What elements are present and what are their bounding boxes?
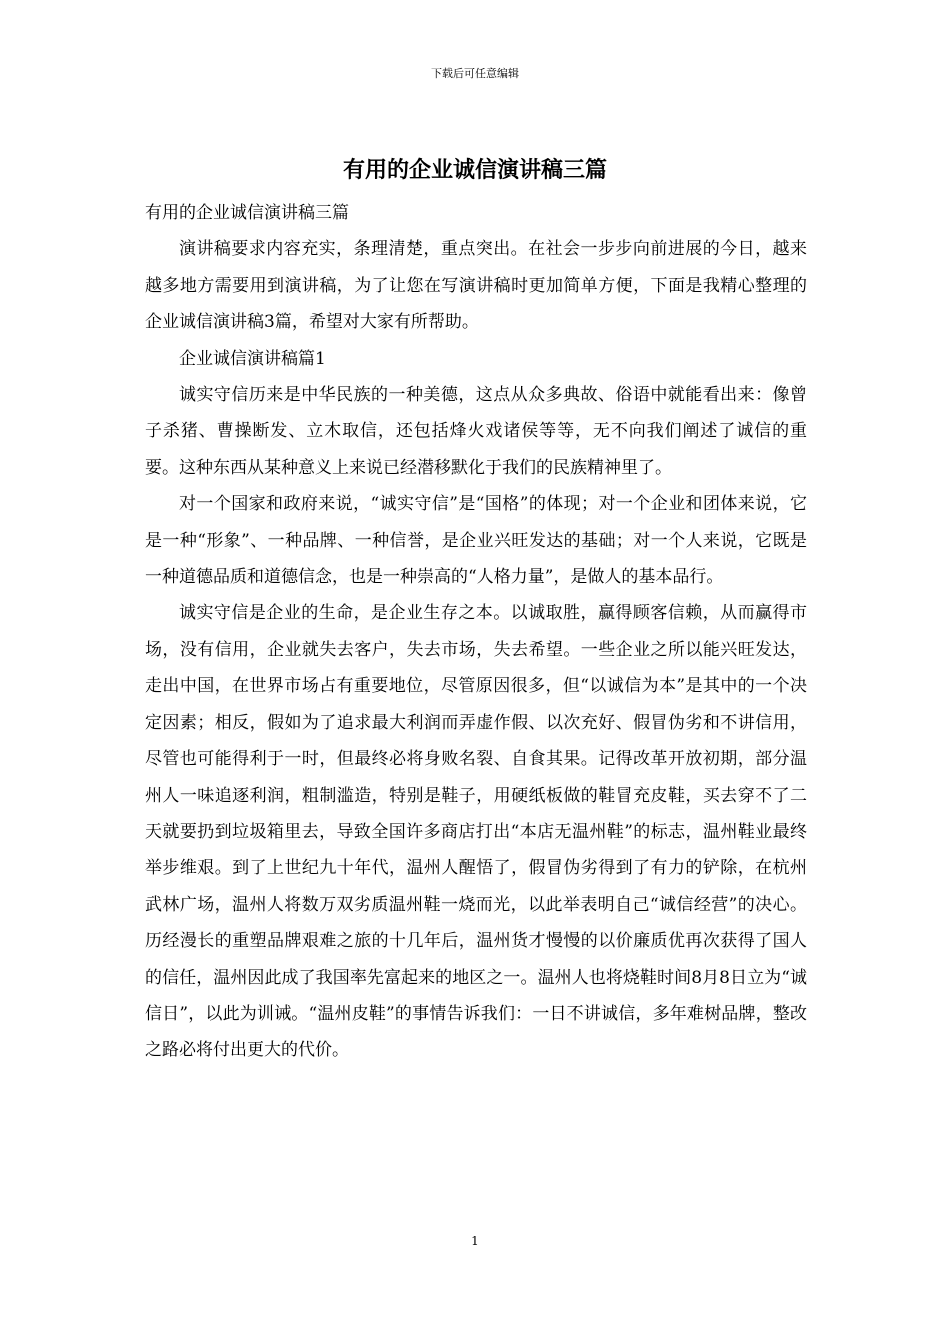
document-title: 有用的企业诚信演讲稿三篇: [342, 157, 607, 183]
body-paragraph: 诚实守信是企业的生命，是企业生存之本。以诚取胜，赢得顾客信赖，从而赢得市场，没有信用，企业就失去客户，失去市场，失去希望。一些企业之所以能兴旺发达，走出中国，在世界市场占有重要地位，尽管原因很多，但“以诚信为本”是其中的一个决定因素；相反，假如为了追求最大利润而弄虚作假、以次充好、假冒伪劣和不讲信用，尽管也可能得利于一时，但最终必将身败名裂、自食其果。记得改革开放初期，部分温州人一味追逐利润，粗制滥造，特别是鞋子，用硬纸板做的鞋冒充皮鞋，买去穿不了二天就要扔到垃圾箱里去，导致全国许多商店打出“本店无温州鞋”的标志，温州鞋业最终举步维艰。到了上世纪九十年代，温州人醒悟了，假冒伪劣得到了有力的铲除，在杭州武林广场，温州人将数万双劣质温州鞋一烧而光，以此举表明自己“诚信经营”的决心。历经漫长的重塑品牌艰难之旅的十几年后，温州货才慢慢的以价廉质优再次获得了国人的信任，温州因此成了我国率先富起来的地区之一。温州人也将烧鞋时间8月8日立为“诚信日”，以此为训诫。“温州皮鞋”的事情告诉我们：一日不讲诚信，多年难树品牌，整改之路必将付出更大的代价。: [145, 603, 807, 1061]
page-number: 1: [471, 1234, 479, 1248]
intro-paragraph: 演讲稿要求内容充实，条理清楚，重点突出。在社会一步步向前进展的今日，越来越多地方需要用到演讲稿，为了让您在写演讲稿时更加简单方便，下面是我精心整理的企业诚信演讲稿3篇，希望对大家有所帮助。: [145, 239, 807, 333]
page-header: 下载后可任意编辑: [431, 67, 519, 80]
section-heading: 企业诚信演讲稿篇1: [179, 348, 326, 369]
subtitle-paragraph: 有用的企业诚信演讲稿三篇: [145, 203, 349, 223]
document-body: [145, 195, 807, 1069]
body-paragraph: 对一个国家和政府来说，“诚实守信”是“国格”的体现；对一个企业和团体来说，它是一种“形象”、一种品牌、一种信誉，是企业兴旺发达的基础；对一个人来说，它既是一种道德品质和道德信念，也是一种崇高的“人格力量”，是做人的基本品行。: [145, 494, 807, 588]
body-paragraph: 诚实守信历来是中华民族的一种美德，这点从众多典故、俗语中就能看出来：像曾子杀猪、曹操断发、立木取信，还包括烽火戏诸侯等等，无不向我们阐述了诚信的重要。这种东西从某种意义上来说已经潜移默化于我们的民族精神里了。: [145, 385, 807, 478]
